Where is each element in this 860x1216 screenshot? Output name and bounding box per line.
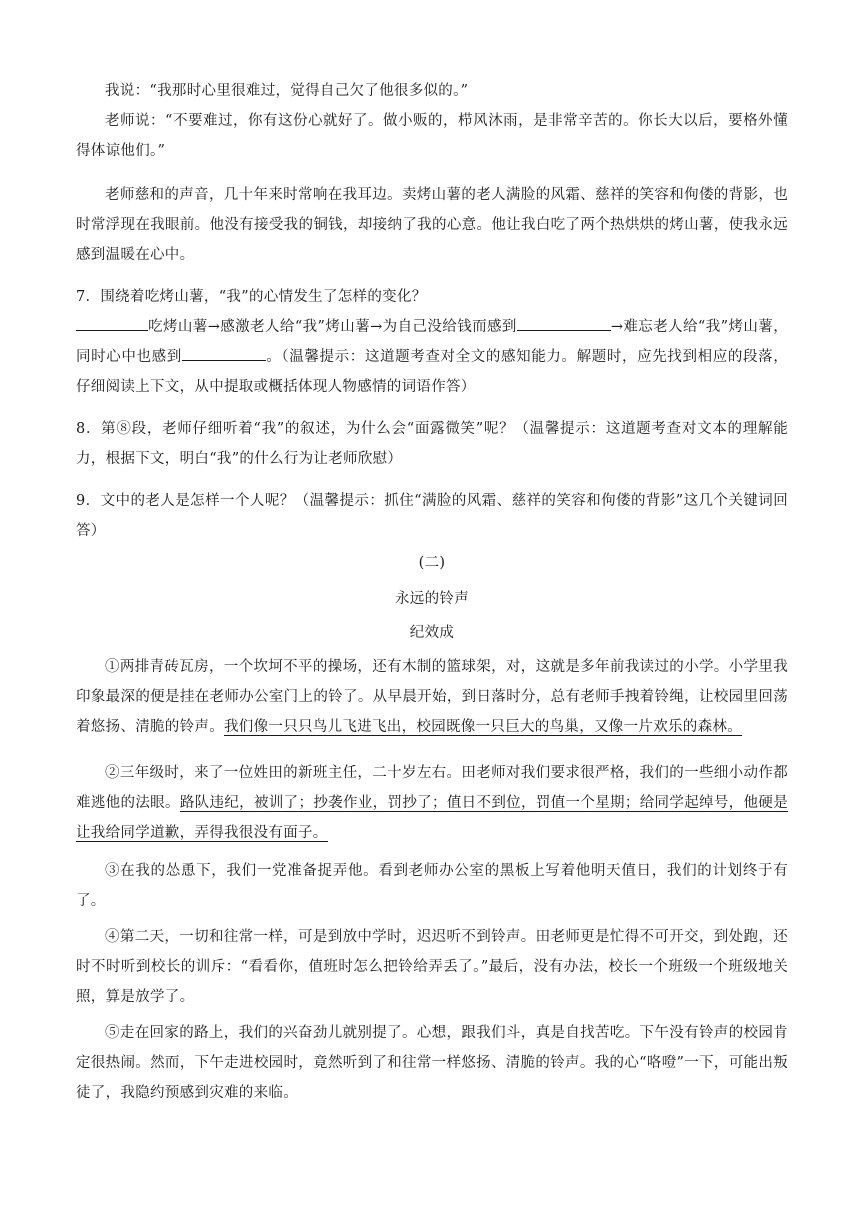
question-7-title: 7．围绕着吃烤山薯，“我”的心情发生了怎样的变化？ — [76, 289, 427, 305]
passage-paragraph-4: ④第二天，一切和往常一样，可是到放中学时，迟迟听不到铃声。田老师更是忙得不可开交，到处跑，还时不时听到校长的训斥：“看看你，值班时怎么把铃给弄丢了。”最后，没有办法，校长一个班级一个班级地关照，算是放学了。 — [76, 929, 788, 1005]
passage-paragraph-1 — [76, 652, 788, 742]
answer-blank-1[interactable] — [76, 312, 148, 331]
passage-paragraph-2 — [76, 758, 788, 848]
passage-paragraph-5: ⑤走在回家的路上，我们的兴奋劲儿就别提了。心想，跟我们斗，真是自找苦吃。下午没有铃声的校园肯定很热闹。然而，下午走进校园时，竟然听到了和往常一样悠扬、清脆的铃声。我的心“咯噔”一下，可能出叛徒了，我隐约预感到灾难的来临。 — [76, 1025, 788, 1101]
passage-paragraph-2-text: ②三年级时，来了一位姓田的新班主任，二十岁左右。田老师对我们要求很严格，我们的一些细小动作都难逃他的法眼。 — [76, 765, 788, 811]
paragraph-dialogue-me: 我说：“我那时心里很难过，觉得自己欠了他很多似的。” — [105, 83, 469, 99]
question-9: 9．文中的老人是怎样一个人呢？（温馨提示：抓住“满脸的风霜、慈祥的笑容和佝偻的背影”这几个关键词回答） — [76, 493, 788, 539]
paragraph-dialogue-teacher: 老师说：“不要难过，你有这份心就好了。做小贩的，栉风沐雨，是非常辛苦的。你长大以后，要格外懂得体谅他们。” — [76, 113, 788, 159]
passage-paragraph-2-underlined: 路队违纪，被训了；抄袭作业，罚抄了；值日不到位，罚值一个星期；给同学起绰号，他硬是让我给同学道歉，弄得我很没有面子。 — [76, 795, 788, 841]
question-7-part2: →难忘老人给“我”烤山薯，同时心中也感到 — [76, 319, 788, 365]
section-number: (二) — [418, 555, 446, 571]
question-7-part1: 吃烤山薯→感激老人给“我”烤山薯→为自己没给钱而感到 — [148, 319, 517, 335]
question-7-hint: 。（温馨提示：这道题考查对全文的感知能力。解题时，应先找到相应的段落，仔细阅读上下文，从中提取或概括体现人物感情的词语作答） — [76, 349, 788, 395]
question-8: 8．第⑧段，老师仔细听着“我”的叙述，为什么会“面露微笑”呢？（温馨提示：这道题考查对文本的理解能力，根据下文，明白“我”的什么行为让老师欣慰） — [76, 421, 788, 467]
answer-blank-3[interactable] — [182, 342, 266, 361]
answer-blank-2[interactable] — [517, 312, 611, 331]
question-7-body — [76, 312, 788, 402]
passage-paragraph-1-text: ①两排青砖瓦房，一个坎坷不平的操场，还有木制的篮球架，对，这就是多年前我读过的小学。小学里我印象最深的便是挂在老师办公室门上的铃了。从早晨开始，到日落时分，总有老师手拽着铃绳，让校园里回荡着悠扬、清脆的铃声。 — [76, 659, 788, 735]
passage-paragraph-1-underlined: 我们像一只只鸟儿飞进飞出，校园既像一只巨大的鸟巢，又像一片欢乐的森林。 — [224, 719, 742, 735]
passage-paragraph-3: ③在我的怂恿下，我们一党准备捉弄他。看到老师办公室的黑板上写着他明天值日，我们的计划终于有了。 — [76, 863, 788, 909]
article-title: 永远的铃声 — [395, 591, 469, 607]
article-author: 纪效成 — [409, 625, 455, 641]
paragraph-memory: 老师慈和的声音，几十年来时常响在我耳边。卖烤山薯的老人满脸的风霜、慈祥的笑容和佝偻的背影，也时常浮现在我眼前。他没有接受我的铜钱，却接纳了我的心意。他让我白吃了两个热烘烘的烤山薯，使我永远感到温暖在心中。 — [76, 187, 788, 263]
